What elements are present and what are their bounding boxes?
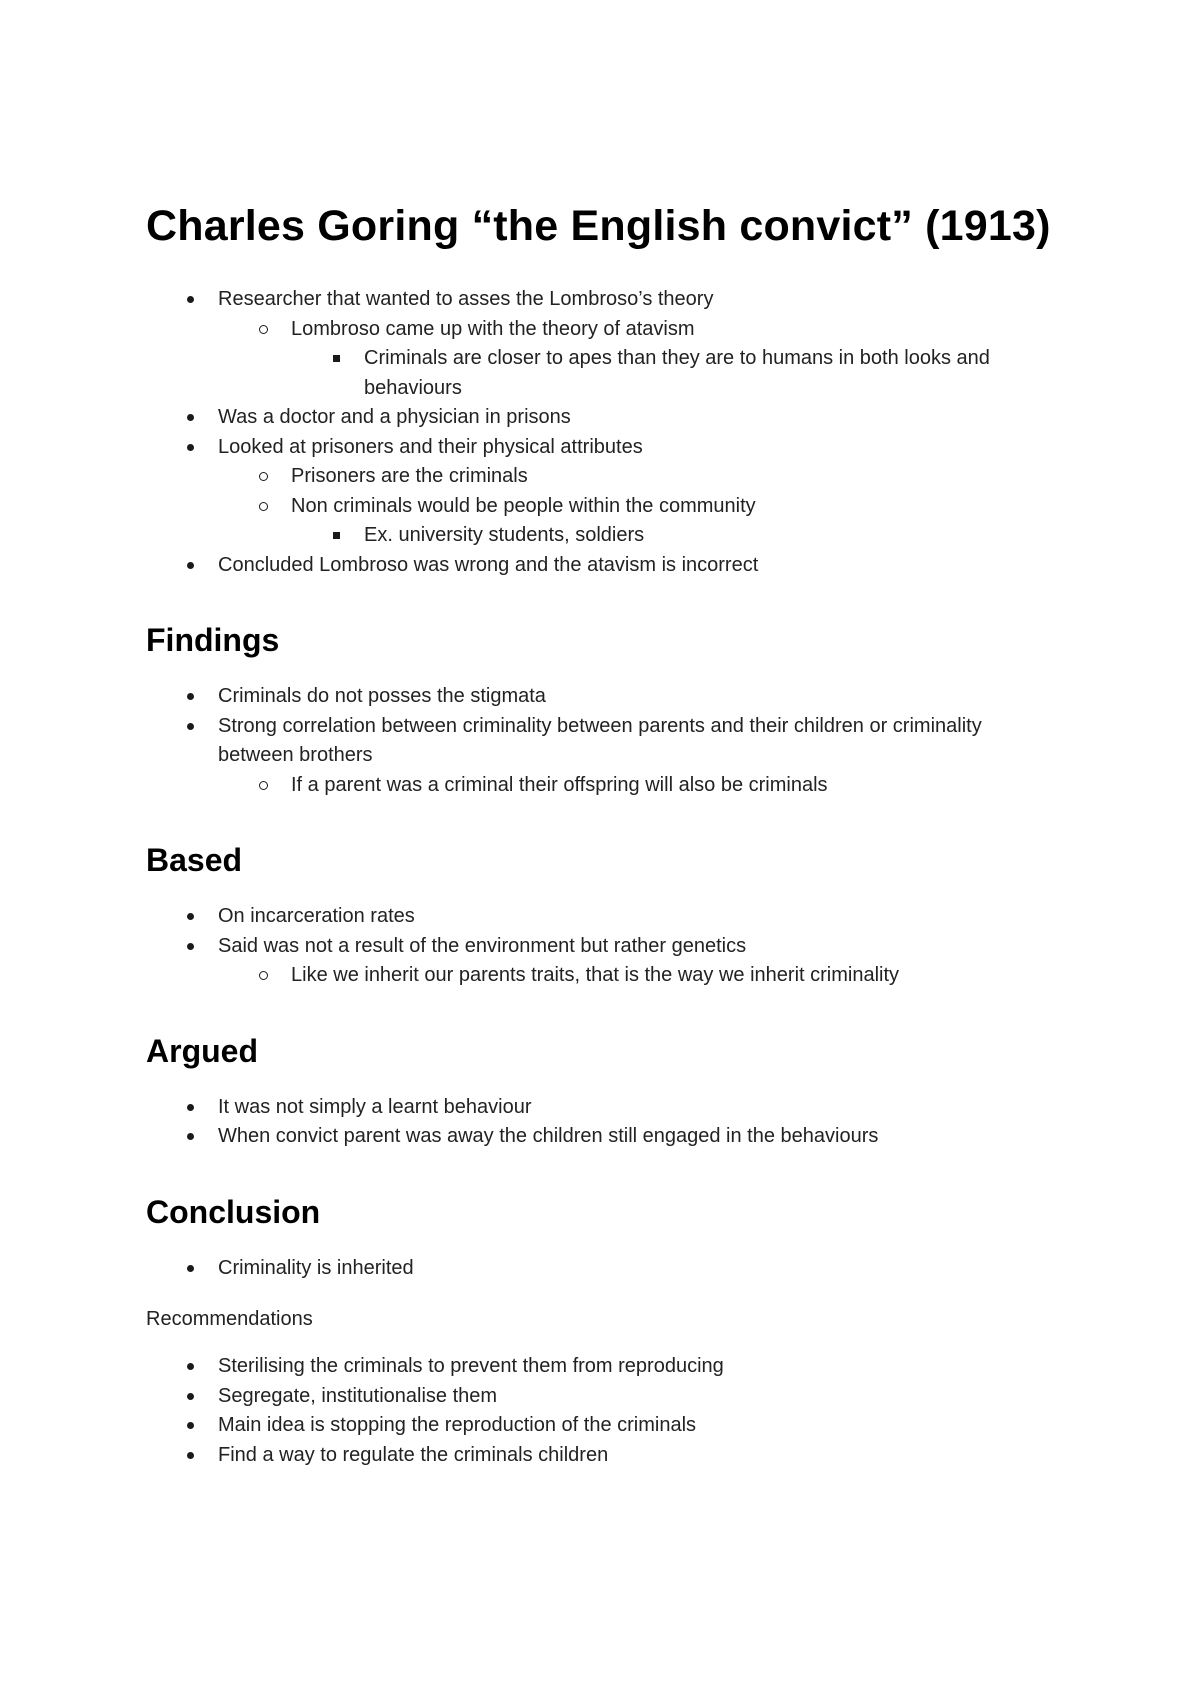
argued-heading: Argued [146,1032,258,1069]
findings-list [146,682,1056,800]
bullet-dot-icon [182,902,198,932]
bullet-dot-icon [182,1352,198,1382]
list-item [146,1382,1056,1412]
list-item [146,1352,1056,1382]
bullet-circle-icon [255,462,271,492]
list-item-text: Said was not a result of the environment but rather genetics [218,934,747,957]
list-item [146,1411,1056,1441]
list-item-text: Segregate, institutionalise them [218,1384,498,1407]
bullet-dot-icon [182,1441,198,1471]
list-item [146,1122,1056,1152]
bullet-circle-icon [255,771,271,801]
document-body [146,196,1056,1510]
list-item [146,1441,1056,1471]
list-item-text: Lombroso came up with the theory of atavism [291,317,695,340]
bullet-dot-icon [182,932,198,962]
list-item-text: Prisoners are the criminals [291,465,528,487]
bullet-circle-icon [255,961,271,991]
list-item-text: Was a doctor and a physician in prisons [218,406,571,428]
list-item [146,492,1056,522]
list-item-text: Looked at prisoners and their physical attributes [218,435,643,458]
conclusion-list [146,1254,1056,1284]
list-item [146,551,1056,581]
list-item [146,344,1056,403]
list-item-text: Researcher that wanted to asses the Lombroso’s theory [218,288,714,310]
bullet-dot-icon [182,551,198,581]
based-heading: Based [146,842,243,878]
bullet-dot-icon [182,1122,198,1152]
list-item-text: Concluded Lombroso was wrong and the atavism is incorrect [218,553,759,576]
list-item [146,521,1056,551]
bullet-dot-icon [182,1254,198,1284]
list-item [146,403,1056,433]
list-item-text: Criminality is inherited [218,1256,414,1279]
conclusion-heading: Conclusion [146,1193,321,1230]
list-item-text: Ex. university students, soldiers [364,524,645,546]
bullet-dot-icon [182,1411,198,1441]
list-item [146,961,1056,991]
list-item-text: If a parent was a criminal their offspring will also be criminals [291,773,828,796]
list-item-text: Find a way to regulate the criminals children [218,1443,609,1466]
list-item-text: Non criminals would be people within the community [291,494,756,517]
list-item [146,712,1056,771]
document-title: Charles Goring “the English convict” (1913) [146,202,1051,250]
bullet-square-icon [328,521,344,551]
list-item [146,932,1056,962]
list-item-text: On incarceration rates [218,905,415,927]
bullet-dot-icon [182,285,198,315]
list-item [146,285,1056,315]
recommendations-list [146,1352,1056,1470]
list-item-text: Criminals do not posses the stigmata [218,685,546,707]
bullet-circle-icon [255,315,271,345]
list-item-text: Strong correlation between criminality between parents and their children or criminality between brothers [218,714,982,766]
list-item [146,1254,1056,1284]
list-item-text: Main idea is stopping the reproduction of the criminals [218,1414,697,1436]
list-item [146,902,1056,932]
list-item-text: Sterilising the criminals to prevent them from reproducing [218,1355,724,1377]
list-item-text: Like we inherit our parents traits, that is the way we inherit criminality [291,964,900,986]
list-item-text: It was not simply a learnt behaviour [218,1095,532,1118]
argued-list [146,1093,1056,1152]
list-item [146,433,1056,463]
bullet-dot-icon [182,682,198,712]
based-list [146,902,1056,991]
recommendations-label: Recommendations [146,1308,313,1330]
list-item [146,771,1056,801]
bullet-dot-icon [182,1093,198,1123]
intro-list [146,285,1056,580]
list-item [146,315,1056,345]
list-item [146,682,1056,712]
findings-heading: Findings [146,622,280,658]
bullet-dot-icon [182,403,198,433]
bullet-dot-icon [182,1382,198,1412]
list-item-text: When convict parent was away the children still engaged in the behaviours [218,1125,879,1147]
list-item-text: Criminals are closer to apes than they are to humans in both looks and behaviours [364,347,990,399]
bullet-dot-icon [182,433,198,463]
list-item [146,462,1056,492]
bullet-square-icon [328,344,344,374]
bullet-dot-icon [182,712,198,742]
list-item [146,1093,1056,1123]
bullet-circle-icon [255,492,271,522]
